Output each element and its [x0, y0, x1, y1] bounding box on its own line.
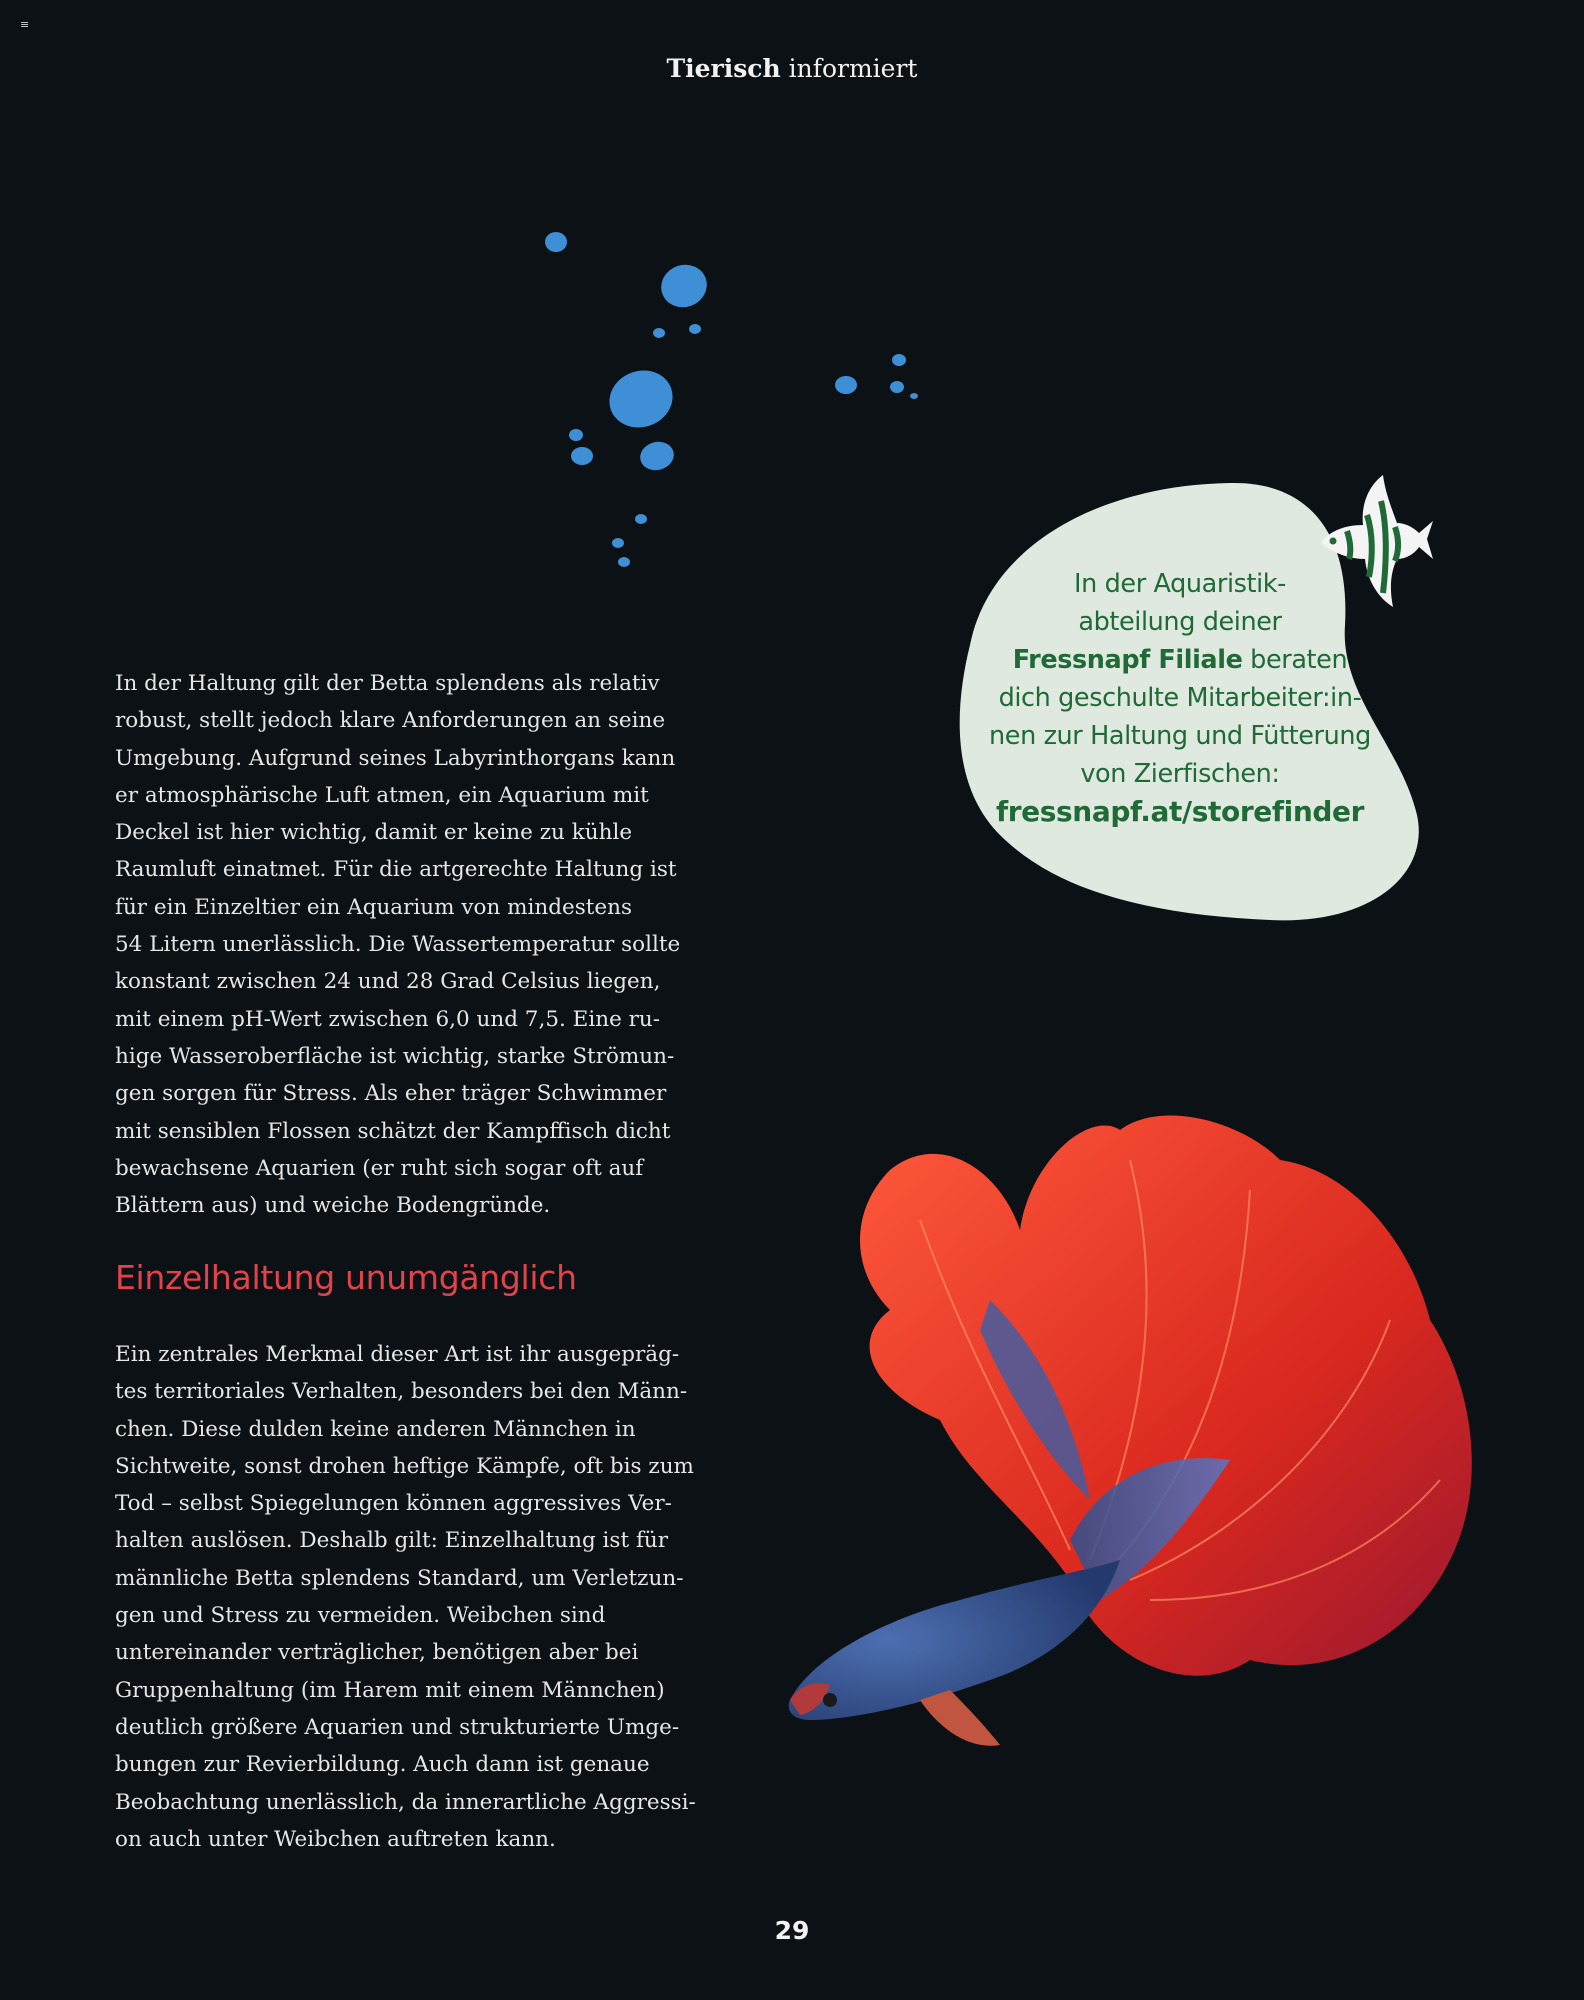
text-line: In der Haltung gilt der Betta splendens als relativ: [115, 671, 660, 696]
text-line: Sichtweite, sonst drohen heftige Kämpfe, oft bis zum: [115, 1453, 694, 1479]
callout-line-rest: beraten: [1242, 645, 1348, 675]
text-line: für ein Einzeltier ein Aquarium von mindestens: [115, 894, 632, 920]
text-line: deutlich größere Aquarien und strukturierte Umge-: [115, 1714, 680, 1740]
callout-line: nen zur Haltung und Fütterung: [989, 721, 1371, 751]
storefinder-link[interactable]: fressnapf.at/storefinder: [995, 795, 1365, 828]
store-advice-callout: [930, 475, 1430, 925]
bubble: [545, 232, 567, 252]
article-paragraph-2: [115, 1336, 696, 1858]
text-line: gen und Stress zu vermeiden. Weibchen sind: [115, 1603, 606, 1629]
bubble: [835, 376, 857, 394]
header-title-strong: Tierisch: [666, 54, 781, 83]
page-number: 29: [774, 1916, 810, 1945]
callout-line: von Zierfischen:: [1080, 759, 1280, 789]
text-line: Tod – selbst Spiegelungen können aggressives Ver-: [115, 1491, 672, 1517]
text-line: halten auslösen. Deshalb gilt: Einzelhaltung ist für: [115, 1528, 669, 1554]
text-line: bungen zur Revierbildung. Auch dann ist genaue: [115, 1752, 650, 1778]
text-line: Ein zentrales Merkmal dieser Art ist ihr ausgepräg-: [115, 1342, 680, 1367]
bubble: [601, 362, 680, 437]
text-line: 54 Litern unerlässlich. Die Wassertemperatur sollte: [115, 932, 681, 958]
callout-line: In der Aquaristik-: [1074, 569, 1286, 599]
text-line: robust, stellt jedoch klare Anforderungen an seine: [115, 708, 666, 734]
text-line: chen. Diese dulden keine anderen Männchen in: [115, 1416, 636, 1442]
bubble: [618, 557, 630, 567]
bubble: [890, 381, 904, 393]
section-heading: Einzelhaltung unumgänglich: [115, 1258, 577, 1297]
callout-line: dich geschulte Mitarbeiter:in-: [998, 683, 1362, 713]
text-line: Deckel ist hier wichtig, damit er keine zu kühle: [115, 820, 633, 846]
callout-text: [970, 565, 1390, 831]
text-line: konstant zwischen 24 und 28 Grad Celsius liegen,: [115, 969, 661, 995]
text-line: bewachsene Aquarien (er ruht sich sogar oft auf: [115, 1155, 644, 1181]
text-line: untereinander verträglicher, benötigen aber bei: [115, 1640, 639, 1666]
text-line: Blättern aus) und weiche Bodengründe.: [115, 1193, 551, 1219]
text-line: er atmosphärische Luft atmen, ein Aquarium mit: [115, 782, 649, 808]
header-title-light: informiert: [788, 54, 918, 83]
text-line: Umgebung. Aufgrund seines Labyrinthorgans kann: [115, 745, 676, 771]
bubble: [910, 393, 918, 399]
bubble: [637, 438, 677, 474]
bubble: [653, 328, 665, 338]
bubble: [571, 447, 593, 465]
bubble: [689, 324, 701, 334]
text-line: mit sensiblen Flossen schätzt der Kampffisch dicht: [115, 1118, 671, 1144]
bubble: [892, 354, 906, 366]
store-name: Fressnapf Filiale: [1012, 645, 1243, 675]
callout-line: abteilung deiner: [1078, 607, 1282, 637]
text-line: Gruppenhaltung (im Harem mit einem Männchen): [115, 1677, 665, 1703]
text-line: mit einem pH-Wert zwischen 6,0 und 7,5. Eine ru-: [115, 1006, 661, 1032]
text-line: gen sorgen für Stress. Als eher träger Schwimmer: [115, 1081, 667, 1107]
bubble: [635, 514, 647, 524]
text-line: tes territoriales Verhalten, besonders bei den Männ-: [115, 1379, 688, 1405]
bubble: [612, 538, 624, 548]
text-line: Raumluft einatmet. Für die artgerechte Haltung ist: [115, 857, 677, 883]
text-line: on auch unter Weibchen auftreten kann.: [115, 1826, 556, 1852]
betta-fish-photo: [770, 1100, 1490, 1800]
menu-icon[interactable]: ≡: [20, 18, 30, 31]
text-line: männliche Betta splendens Standard, um Verletzun-: [115, 1565, 684, 1591]
text-line: hige Wasseroberfläche ist wichtig, starke Strömun-: [115, 1043, 675, 1069]
text-line: Beobachtung unerlässlich, da innerartliche Aggressi-: [115, 1789, 696, 1815]
bubble: [655, 258, 713, 313]
callout-line: [970, 641, 1390, 679]
article-paragraph-1: [115, 665, 680, 1224]
bubble: [569, 429, 583, 441]
